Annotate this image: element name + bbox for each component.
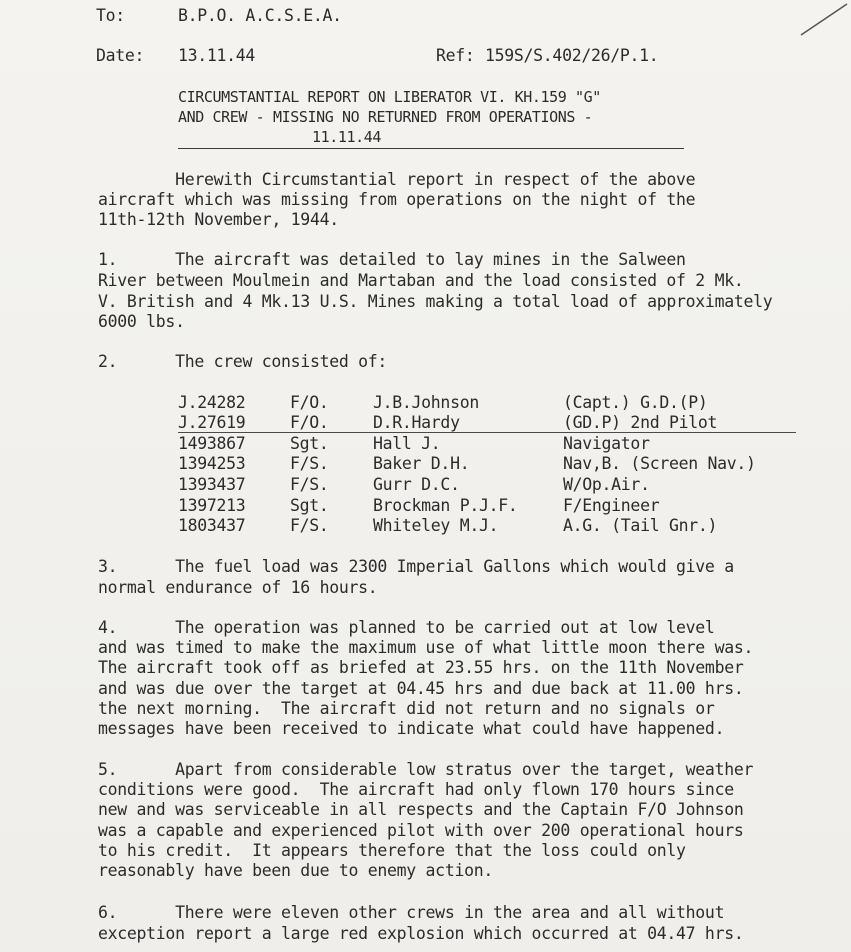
crew-name: Whiteley M.J.	[373, 516, 499, 535]
pen-stroke-mark	[781, 0, 851, 40]
para4-line-6: messages have been received to indicate what could have happened.	[98, 719, 725, 738]
para5-line-4: was a capable and experienced pilot with over 200 operational hours	[98, 821, 744, 840]
para4-line-4: and was due over the target at 04.45 hrs and due back at 11.00 hrs.	[98, 679, 744, 698]
service-number: 1394253	[178, 454, 246, 473]
crew-name: D.R.Hardy	[373, 413, 460, 432]
title-line-3: 11.11.44	[312, 128, 382, 146]
crew-role: (Capt.) G.D.(P)	[563, 393, 708, 412]
para1-line-1: 1. The aircraft was detailed to lay mines in the Salween	[98, 250, 686, 269]
crew-name: Gurr D.C.	[373, 475, 460, 494]
title-line-2: AND CREW - MISSING NO RETURNED FROM OPERATIONS -	[178, 108, 593, 126]
para6-line-1: 6. There were eleven other crews in the area and all without	[98, 903, 725, 922]
crew-role: Nav,B. (Screen Nav.)	[563, 454, 756, 473]
ref-label: Ref:	[436, 46, 475, 65]
rank: Sgt.	[290, 434, 329, 453]
para6-line-2: exception report a large red explosion which occurred at 04.47 hrs.	[98, 924, 744, 943]
para4-line-2: and was timed to make the maximum use of what little moon there was.	[98, 638, 754, 657]
service-number: 1393437	[178, 475, 246, 494]
para5-line-5: to his credit. It appears therefore that the loss could only	[98, 841, 686, 860]
rank: F/O.	[290, 413, 329, 432]
para1-line-2: River between Moulmein and Martaban and the load consisted of 2 Mk.	[98, 271, 744, 290]
title-line-1: CIRCUMSTANTIAL REPORT ON LIBERATOR VI. KH.159 "G"	[178, 88, 601, 106]
service-number: 1397213	[178, 496, 246, 515]
crew-role: (GD.P) 2nd Pilot	[563, 413, 718, 432]
date-label: Date:	[96, 46, 145, 65]
service-number: 1803437	[178, 516, 246, 535]
intro-line-3: 11th-12th November, 1944.	[98, 210, 339, 229]
crew-name: Hall J.	[373, 434, 441, 453]
crew-role: A.G. (Tail Gnr.)	[563, 516, 718, 535]
rank: F/S.	[290, 516, 329, 535]
service-number: J.27619	[178, 413, 246, 432]
para3-line-2: normal endurance of 16 hours.	[98, 578, 378, 597]
crew-row-divider	[178, 432, 796, 433]
crew-name: Baker D.H.	[373, 454, 470, 473]
rank: F/S.	[290, 475, 329, 494]
to-label: To:	[96, 6, 125, 25]
service-number: 1493867	[178, 434, 246, 453]
para1-line-3: V. British and 4 Mk.13 U.S. Mines making a total load of approximately	[98, 292, 773, 311]
para4-line-1: 4. The operation was planned to be carried out at low level	[98, 618, 715, 637]
date-value: 13.11.44	[178, 46, 256, 65]
para5-line-2: conditions were good. The aircraft had only flown 170 hours since	[98, 780, 734, 799]
para1-line-4: 6000 lbs.	[98, 312, 185, 331]
to-value: B.P.O. A.C.S.E.A.	[178, 6, 342, 25]
intro-line-2: aircraft which was missing from operations on the night of the	[98, 190, 696, 209]
title-underline	[178, 148, 684, 149]
rank: Sgt.	[290, 496, 329, 515]
crew-role: W/Op.Air.	[563, 475, 650, 494]
rank: F/S.	[290, 454, 329, 473]
crew-role: Navigator	[563, 434, 650, 453]
para5-line-1: 5. Apart from considerable low stratus over the target, weather	[98, 760, 754, 779]
crew-name: J.B.Johnson	[373, 393, 479, 412]
crew-name: Brockman P.J.F.	[373, 496, 518, 515]
para4-line-5: the next morning. The aircraft did not return and no signals or	[98, 699, 715, 718]
para5-line-3: new and was serviceable in all respects and the Captain F/O Johnson	[98, 800, 744, 819]
rank: F/O.	[290, 393, 329, 412]
crew-role: F/Engineer	[563, 496, 660, 515]
para2-line-1: 2. The crew consisted of:	[98, 352, 388, 371]
intro-line-1: Herewith Circumstantial report in respect of the above	[98, 170, 696, 189]
para3-line-1: 3. The fuel load was 2300 Imperial Gallons which would give a	[98, 557, 734, 576]
ref-value: 159S/S.402/26/P.1.	[485, 46, 659, 65]
para4-line-3: The aircraft took off as briefed at 23.55 hrs. on the 11th November	[98, 658, 744, 677]
para5-line-6: reasonably have been due to enemy action.	[98, 861, 493, 880]
service-number: J.24282	[178, 393, 246, 412]
